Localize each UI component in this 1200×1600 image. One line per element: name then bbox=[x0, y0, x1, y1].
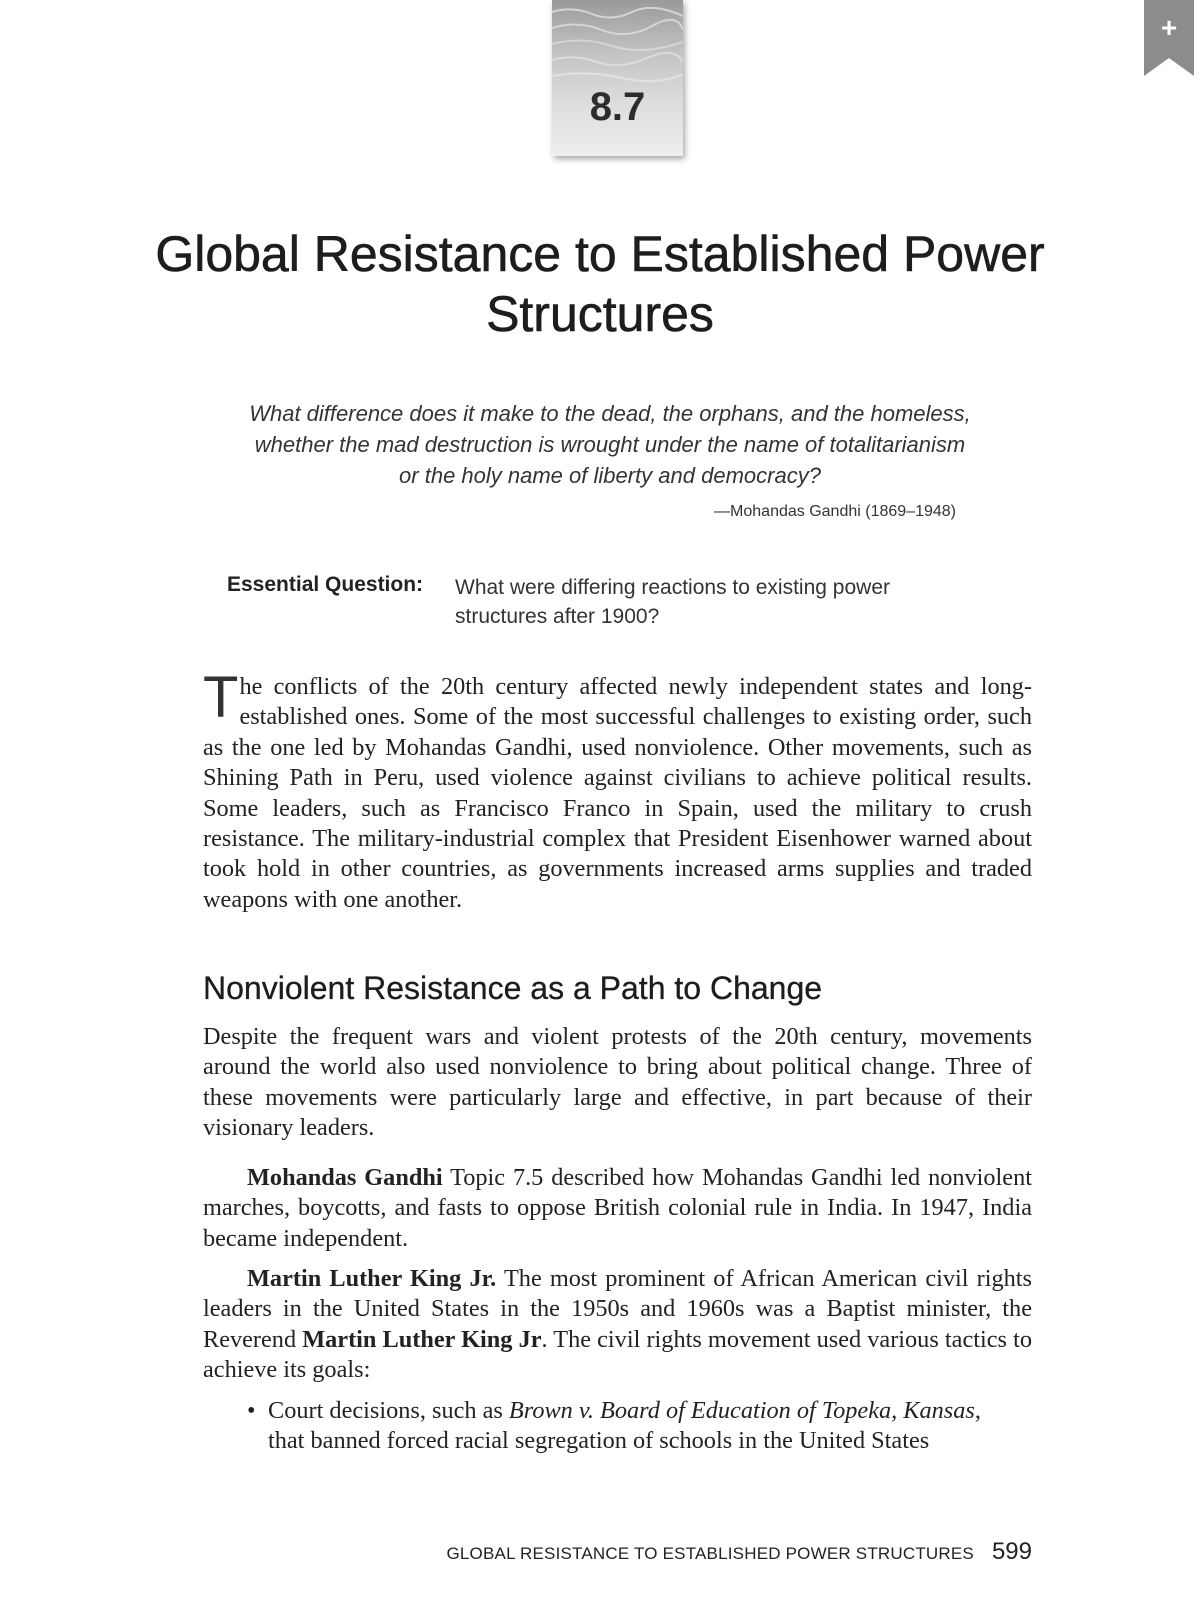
drop-cap: T bbox=[203, 665, 239, 730]
page-footer bbox=[300, 1538, 1032, 1566]
water-texture-image bbox=[552, 0, 683, 90]
plus-icon[interactable]: + bbox=[1160, 12, 1178, 43]
intro-paragraph-block bbox=[203, 665, 1032, 915]
gandhi-text: Topic 7.5 described how Mohandas Gandhi led nonviolent marches, boycotts, and fasts to oppose British colonial rule in India. In 1947, India became independent. bbox=[203, 1164, 1032, 1252]
list-item bbox=[247, 1396, 987, 1457]
gandhi-paragraph-block bbox=[203, 1163, 1032, 1254]
bullet-text: Court decisions, such as bbox=[268, 1397, 509, 1424]
intro-paragraph bbox=[203, 665, 1032, 915]
section-paragraph-block bbox=[203, 1022, 1032, 1144]
topic-tab bbox=[552, 0, 683, 156]
king-paragraph-block bbox=[203, 1264, 1032, 1386]
key-term: Martin Luther King Jr bbox=[302, 1325, 542, 1353]
case-name: Brown v. Board of Education of Topeka, Kansas bbox=[508, 1397, 975, 1424]
section-paragraph: Despite the frequent wars and violent protests of the 20th century, movements around the world also used nonviolence to bring about political change. Three of these movements were particularly large and effective, in part because of their visionary leaders. bbox=[203, 1023, 1032, 1142]
intro-text: he conflicts of the 20th century affected newly independent states and long-established ones. Some of the most successful challenges to existing order, such as the one led by Mohandas Gandhi, used nonviolence. Other movements, such as Shining Path in Peru, used violence against civilians to achieve political results. Some leaders, such as Francisco Franco in Spain, used the military to crush resistance. The military-industrial complex that President Eisenhower warned about took hold in other countries, as governments increased arms supplies and traded weapons with one another. bbox=[203, 673, 1032, 913]
gandhi-paragraph bbox=[203, 1163, 1032, 1254]
epigraph-line: whether the mad destruction is wrought under the name of totalitarianism bbox=[254, 432, 966, 457]
epigraph-line: What difference does it make to the dead, the orphans, and the homeless, bbox=[249, 401, 971, 426]
running-head: GLOBAL RESISTANCE TO ESTABLISHED POWER STRUCTURES bbox=[446, 1544, 974, 1563]
bullet-marker: • bbox=[247, 1397, 256, 1424]
epigraph-line: or the holy name of liberty and democracy? bbox=[399, 463, 821, 488]
king-text: The most prominent of African American civil rights leaders in the United States in the 1950s and 1960s was a Baptist minister, the Reverend bbox=[203, 1265, 1033, 1353]
epigraph-attribution: —Mohandas Gandhi (1869–1948) bbox=[714, 503, 956, 520]
topic-number: 8.7 bbox=[589, 85, 646, 129]
section-heading: Nonviolent Resistance as a Path to Change bbox=[203, 970, 823, 1006]
king-text-end: . The civil rights movement used various tactics to achieve its goals: bbox=[203, 1325, 1032, 1384]
king-paragraph bbox=[203, 1264, 1032, 1386]
page-number: 599 bbox=[991, 1538, 1032, 1565]
essential-question-text: What were differing reactions to existing power structures after 1900? bbox=[455, 576, 890, 628]
runin-heading: Mohandas Gandhi bbox=[247, 1164, 443, 1191]
tactics-list bbox=[247, 1396, 987, 1457]
bullet-text-end: , that banned forced racial segregation of schools in the United States bbox=[268, 1397, 981, 1455]
runin-heading: Martin Luther King Jr. bbox=[247, 1265, 497, 1292]
epigraph-quote bbox=[210, 398, 1010, 491]
page-title: Global Resistance to Established Power Structures bbox=[155, 226, 1045, 342]
essential-question-label: Essential Question: bbox=[227, 573, 424, 596]
